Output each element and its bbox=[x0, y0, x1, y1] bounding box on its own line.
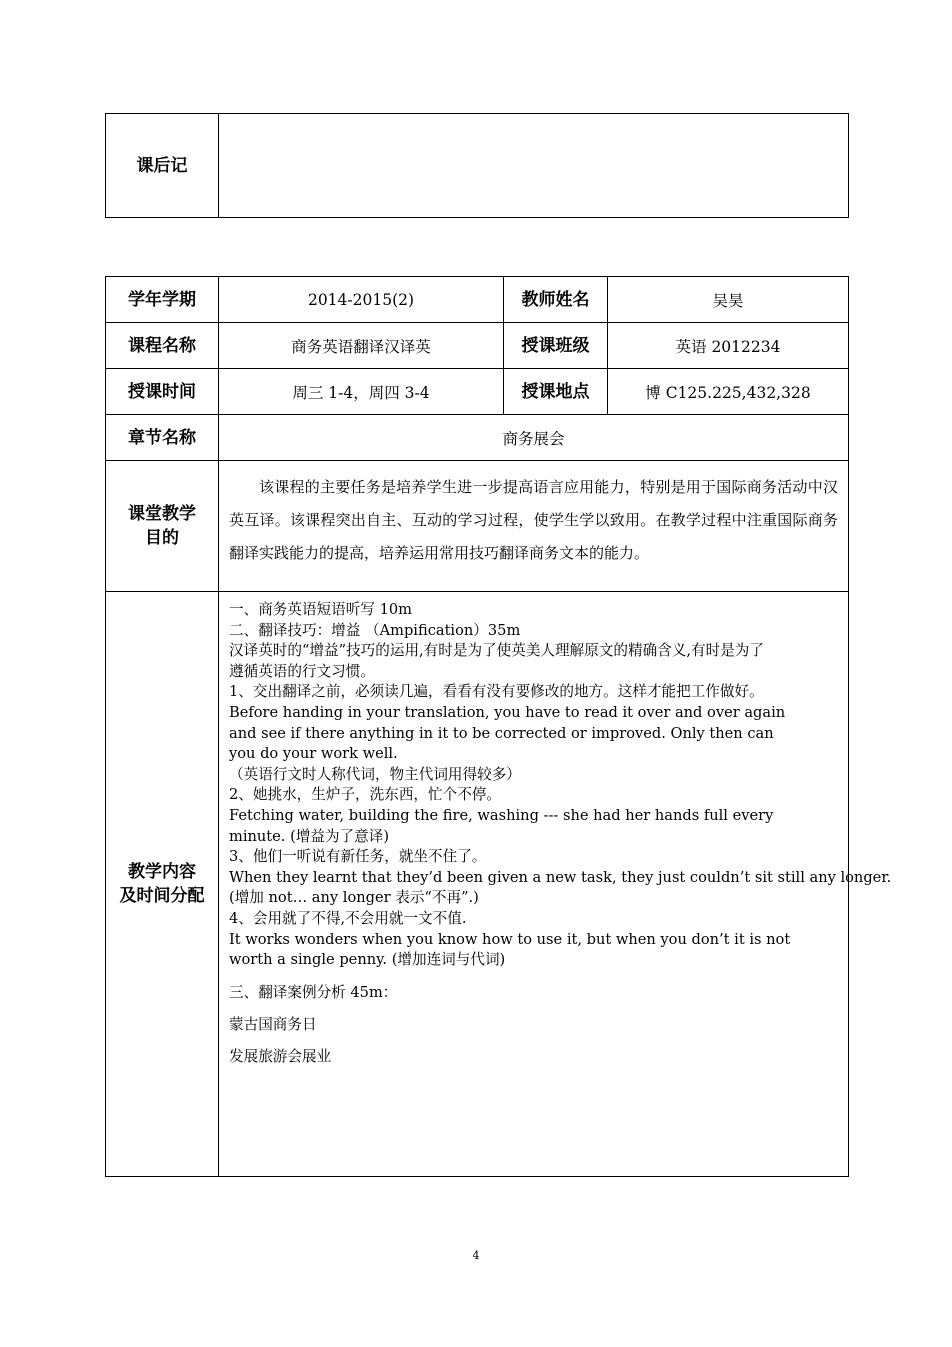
place-value: 博 C125.225,432,328 bbox=[608, 369, 849, 415]
class-value: 英语 2012234 bbox=[608, 323, 849, 369]
content-body bbox=[219, 592, 892, 1177]
course-value: 商务英语翻译汉译英 bbox=[219, 323, 504, 369]
objective-label bbox=[106, 461, 219, 592]
term-value: 2014-2015(2) bbox=[219, 277, 504, 323]
content-line: 3、他们一听说有新任务，就坐不住了。 bbox=[229, 848, 487, 866]
content-line: 一、商务英语短语听写 10m bbox=[229, 601, 412, 618]
content-line: minute. (增益为了意译) bbox=[229, 827, 390, 845]
content-line: （英语行文时人称代词，物主代词用得较多） bbox=[229, 765, 521, 783]
after-class-notes-label: 课后记 bbox=[106, 114, 219, 218]
objective-label-line2: 目的 bbox=[145, 528, 179, 548]
after-class-notes-table bbox=[105, 113, 849, 218]
case-item: 发展旅游会展业 bbox=[229, 1047, 332, 1065]
time-label: 授课时间 bbox=[106, 369, 219, 415]
content-line: (增加 not… any longer 表示“不再”.) bbox=[229, 889, 479, 907]
content-line: Before handing in your translation, you have to read it over and over again bbox=[229, 703, 786, 721]
content-line: worth a single penny. (增加连词与代词) bbox=[229, 951, 506, 969]
chapter-value: 商务展会 bbox=[219, 415, 849, 461]
content-label-line1: 教学内容 bbox=[128, 862, 196, 882]
case-item: 蒙古国商务日 bbox=[229, 1015, 317, 1033]
content-line: and see if there anything in it to be corrected or improved. Only then can bbox=[229, 724, 774, 742]
content-line: 1、交出翻译之前，必须读几遍，看看有没有要修改的地方。这样才能把工作做好。 bbox=[229, 683, 764, 701]
content-line: It works wonders when you know how to use it, but when you don’t it is not bbox=[229, 930, 791, 948]
content-line: 2、她挑水，生炉子，洗东西，忙个不停。 bbox=[229, 786, 501, 804]
page-number: 4 bbox=[472, 1249, 480, 1262]
content-label-line2: 及时间分配 bbox=[119, 886, 205, 906]
content-line: 遵循英语的行文习惯。 bbox=[229, 662, 375, 680]
content-line: Fetching water, building the fire, washing --- she had her hands full every bbox=[229, 806, 774, 824]
content-line: 4、会用就了不得,不会用就一文不值. bbox=[229, 909, 467, 927]
teacher-value: 吴昊 bbox=[608, 277, 849, 323]
objective-label-line1: 课堂教学 bbox=[128, 504, 196, 524]
after-class-notes-value bbox=[219, 114, 849, 218]
content-line: you do your work well. bbox=[229, 745, 398, 763]
chapter-label: 章节名称 bbox=[106, 415, 219, 461]
content-line: 二、翻译技巧：增益 （Ampification）35m bbox=[229, 621, 521, 639]
content-line: 汉译英时的“增益”技巧的运用,有时是为了使英美人理解原文的精确含义,有时是为了 bbox=[229, 642, 764, 660]
place-label: 授课地点 bbox=[504, 369, 608, 415]
content-line: When they learnt that they’d been given a new task, they just couldn’t sit still any longer. bbox=[229, 868, 892, 886]
teacher-label: 教师姓名 bbox=[504, 277, 608, 323]
term-label: 学年学期 bbox=[106, 277, 219, 323]
time-value: 周三 1-4，周四 3-4 bbox=[219, 369, 504, 415]
lesson-plan-table bbox=[105, 276, 892, 1177]
content-label bbox=[106, 592, 219, 1177]
case-heading: 三、翻译案例分析 45m： bbox=[229, 983, 398, 1001]
course-label: 课程名称 bbox=[106, 323, 219, 369]
class-label: 授课班级 bbox=[504, 323, 608, 369]
objective-text: 该课程的主要任务是培养学生进一步提高语言应用能力，特别是用于国际商务活动中汉英互译。该课程突出自主、互动的学习过程，使学生学以致用。在教学过程中注重国际商务翻译实践能力的提高，培养运用常用技巧翻译商务文本的能力。 bbox=[219, 461, 849, 592]
